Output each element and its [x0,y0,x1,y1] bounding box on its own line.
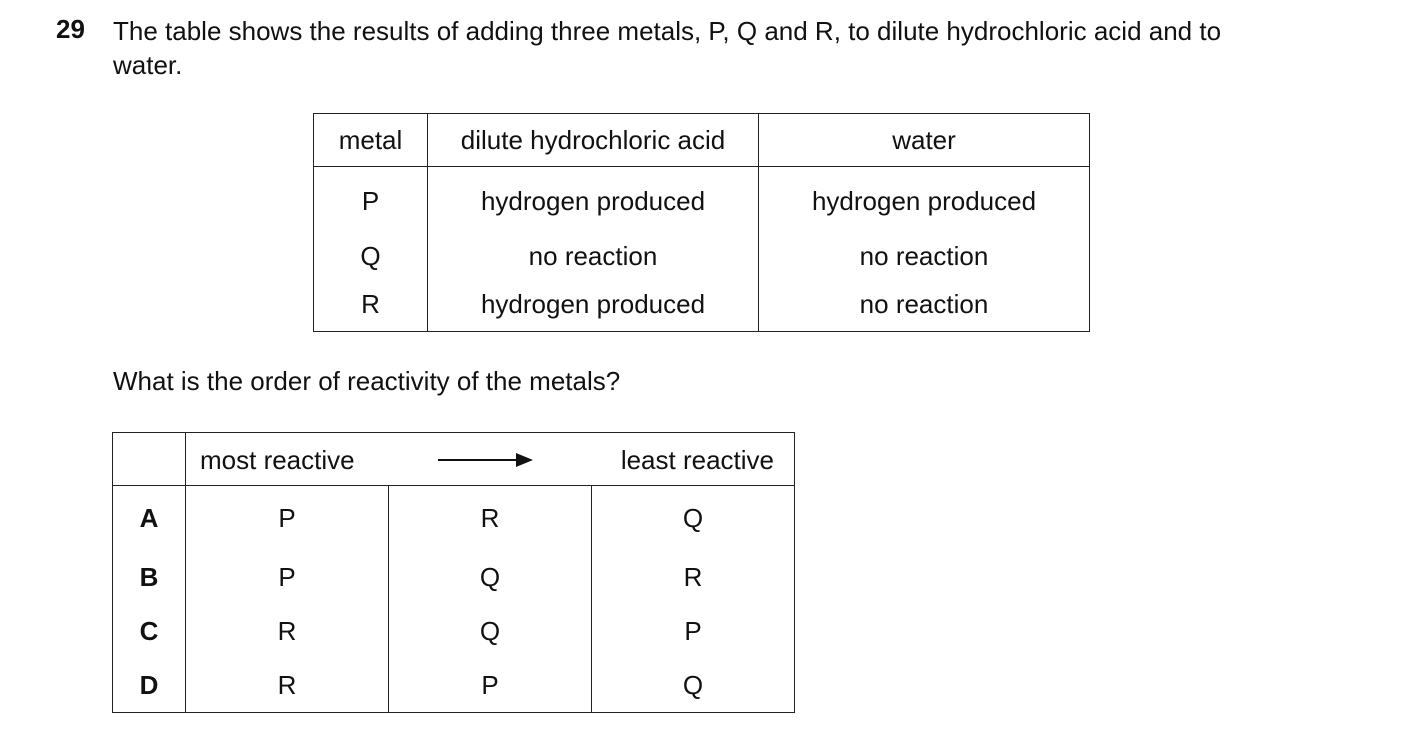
order-cell: P [592,604,795,658]
acid-result-cell: hydrogen produced [428,167,759,236]
question-number: 29 [56,14,85,44]
acid-result-cell: no reaction [428,235,759,277]
option-letter[interactable]: D [113,658,186,713]
right-arrow-icon [438,452,534,468]
question-text-line-2: water. [113,50,183,80]
water-result-cell: no reaction [759,277,1090,332]
header-metal: metal [314,114,428,167]
option-row-b[interactable] [113,550,795,604]
table-row [314,167,1090,236]
metal-cell: Q [314,235,428,277]
option-row-a[interactable] [113,486,795,551]
table-row [314,235,1090,277]
options-header-blank [113,433,186,486]
order-cell: Q [389,550,592,604]
order-cell: P [186,486,389,551]
options-table [112,432,795,713]
results-header-row [314,114,1090,167]
order-cell: R [186,658,389,713]
results-table [313,113,1090,332]
metal-cell: P [314,167,428,236]
question-text [113,14,1363,82]
water-result-cell: hydrogen produced [759,167,1090,236]
question-prompt: What is the order of reactivity of the metals? [113,366,621,396]
most-reactive-label: most reactive [200,445,355,475]
least-reactive-label: least reactive [620,445,774,475]
order-cell: Q [592,486,795,551]
order-cell: R [592,550,795,604]
option-row-c[interactable] [113,604,795,658]
question-text-line-1: The table shows the results of adding three metals, P, Q and R, to dilute hydrochloric acid and to [113,16,1222,46]
water-result-cell: no reaction [759,235,1090,277]
table-row [314,277,1090,332]
header-water: water [759,114,1090,167]
order-cell: P [389,658,592,713]
option-row-d[interactable] [113,658,795,713]
order-cell: R [389,486,592,551]
header-dilute-hcl: dilute hydrochloric acid [428,114,759,167]
order-cell: P [186,550,389,604]
order-cell: Q [592,658,795,713]
order-cell: R [186,604,389,658]
metal-cell: R [314,277,428,332]
order-cell: Q [389,604,592,658]
options-header-span [186,433,795,486]
acid-result-cell: hydrogen produced [428,277,759,332]
options-header-row [113,433,795,486]
option-letter[interactable]: C [113,604,186,658]
option-letter[interactable]: A [113,486,186,551]
option-letter[interactable]: B [113,550,186,604]
